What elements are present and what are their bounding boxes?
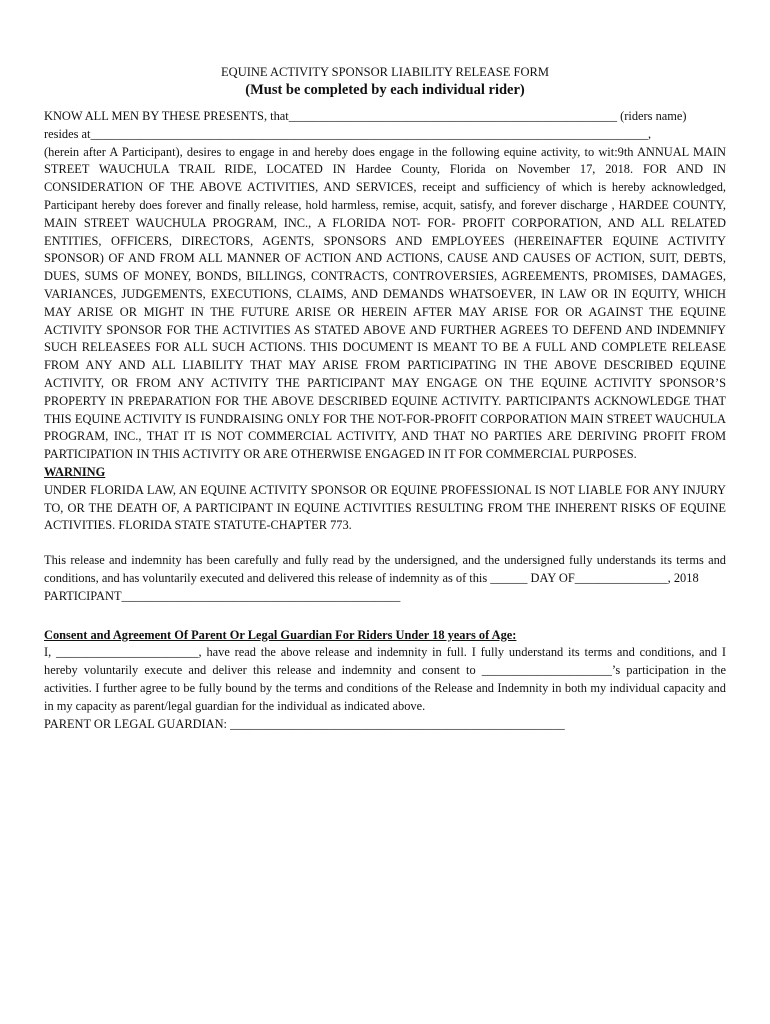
consent-heading: Consent and Agreement Of Parent Or Legal Guardian For Riders Under 18 years of Age:: [44, 627, 517, 642]
residence-line[interactable]: resides at__________________________________________________________________________________________,: [44, 126, 652, 141]
participant-signature-line[interactable]: PARTICIPANT_____________________________________________: [44, 588, 401, 603]
indemnity-text[interactable]: This release and indemnity has been carefully and fully read by the undersigned, and the undersigned fully understands its terms and conditions, and has voluntarily executed and delivered this release of indemnity as of this ______ DAY OF_______________, 2018: [44, 553, 726, 585]
release-body: (herein after A Participant), desires to engage in and hereby does engage in the following equine activity, to wit:9th ANNUAL MAIN STREET WAUCHULA TRAIL RIDE, LOCATED IN Hardee County, Florida on November 17, 2018. FOR AND IN CONSIDERATION OF THE ABOVE ACTIVITIES, AND SERVICES, receipt and sufficiency of which is hereby acknowledged, Participant hereby does forever and finally release, hold harmless, remise, acquit, satisfy, and forever discharge , HARDEE COUNTY, MAIN STREET WAUCHULA PROGRAM, INC., A FLORIDA NOT- FOR- PROFIT CORPORATION, AND ALL RELATED ENTITIES, OFFICERS, DIRECTORS, AGENTS, SPONSORS AND EMPLOYEES (HEREINAFTER EQUINE ACTIVITY SPONSOR) OF AND FROM ALL MANNER OF ACTION AND ACTIONS, CAUSE AND CAUSES OF ACTION, SUIT, DEBTS, DUES, SUMS OF MONEY, BONDS, BILLINGS, CONTRACTS, CONTROVERSIES, AGREEMENTS, PROMISES, DAMAGES, VARIANCES, JUDGEMENTS, EXECUTIONS, CLAIMS, AND DEMANDS WHATSOEVER, IN LAW OR IN EQUITY, WHICH MAY ARISE OR MIGHT IN THE FUTURE ARISE OR HEREIN AFTER MAY ARISE FOR OR AGAINST THE EQUINE ACTIVITY SPONSOR FOR THE ACTIVITIES AS STATED ABOVE AND FURTHER AGREES TO DEFEND AND INDEMNIFY SUCH RELEASEES FOR ALL SUCH ACTIONS. THIS DOCUMENT IS MEANT TO BE A FULL AND COMPLETE RELEASE FROM ANY AND ALL LIABILITY THAT MAY ARISE FROM PARTICIPATING IN THE ABOVE DESCRIBED EQUINE ACTIVITY, OR FROM ANY ACTIVITY THE PARTICIPANT MAY ENGAGE ON THE EQUINE ACTIVITY SPONSOR’S PROPERTY IN PREPARATION FOR THE ABOVE DESCRIBED EQUINE ACTIVITY. PARTICIPANTS ACKNOWLEDGE THAT THIS EQUINE ACTIVITY IS FUNDRAISING ONLY FOR THE NOT-FOR-PROFIT CORPORATION MAIN STREET WAUCHULA PROGRAM, INC., THAT IT IS NOT COMMERCIAL ACTIVITY, AND THAT NO PARTIES ARE DERIVING PROFIT FROM PARTICIPATION IN THIS ACTIVITY OR ARE OTHERWISE ENGAGED IN IT FOR COMMERCIAL PURPOSES.: [44, 144, 726, 462]
form-subtitle: (Must be completed by each individual rider): [245, 82, 525, 98]
intro-text: [44, 108, 726, 144]
release-form: [44, 64, 726, 733]
warning-heading: WARNING: [44, 464, 106, 479]
guardian-signature-line[interactable]: PARENT OR LEGAL GUARDIAN: ______________________________________________________: [44, 716, 565, 731]
form-title: EQUINE ACTIVITY SPONSOR LIABILITY RELEASE FORM: [221, 65, 549, 79]
riders-name-line[interactable]: KNOW ALL MEN BY THESE PRESENTS, that_____________________________________________________ (riders name): [44, 109, 687, 123]
warning-text: UNDER FLORIDA LAW, AN EQUINE ACTIVITY SPONSOR OR EQUINE PROFESSIONAL IS NOT LIABLE FOR ANY INJURY TO, OR THE DEATH OF, A PARTICIPANT IN EQUINE ACTIVITIES RESULTING FROM THE INHERENT RISKS OF EQUINE ACTIVITIES. FLORIDA STATE STATUTE-CHAPTER 773.: [44, 482, 726, 533]
consent-text[interactable]: I, _______________________, have read the above release and indemnity in full. I fully understand its terms and conditions, and I hereby voluntarily execute and deliver this release and indemnity and consent to _____________________’s participation in the activities. I further agree to be fully bound by the terms and conditions of the Release and Indemnity in both my individual capacity and in my capacity as parent/legal guardian for the individual as indicated above.: [44, 645, 726, 713]
